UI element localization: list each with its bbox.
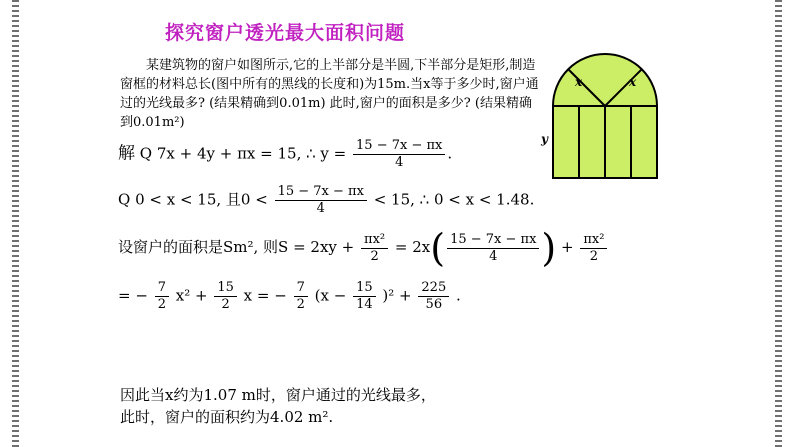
solution-line-4 [118, 280, 461, 313]
line4-fraction-2: $\frac{15}{2}$ [214, 280, 237, 313]
line2-fraction: $\frac{15 - 7x - \pi x}{4}$ [275, 184, 367, 217]
line3-text: 设窗户的面积是Sm², 则S = 2xy + [118, 238, 355, 256]
line4-fraction-4: $\frac{15}{14}$ [353, 280, 376, 313]
line2-text: Q 0 < x < 15, 且0 < [118, 190, 268, 209]
solve-word: 解 [118, 143, 135, 164]
right-frame-edge [775, 0, 782, 447]
conclusion-line-2: 此时，窗户的面积约为4.02 m². [120, 408, 334, 426]
conclusion-line-1: 因此当x约为1.07 m时，窗户通过的光线最多， [120, 386, 436, 404]
line4-b: x² + [175, 286, 208, 305]
line3-plus: + [561, 238, 574, 256]
line3-fraction-b: $\frac{15 - 7x - \pi x}{4}$ [447, 232, 539, 265]
line4-fraction-3: $\frac{7}{2}$ [294, 280, 308, 313]
line4-a: = − [118, 286, 148, 305]
line4-fraction-5: $\frac{225}{56}$ [418, 280, 449, 313]
line4-fraction-1: $\frac{7}{2}$ [155, 280, 169, 313]
line2-post: < 15, ∴ 0 < x < 1.48. [373, 190, 535, 209]
conclusion [120, 384, 436, 428]
line3-fraction-a: $\frac{\text{πx²}}{2}$ [361, 232, 388, 265]
solution-line-3: 设窗户的面积是Sm², 则S = 2xy + $\frac{\text{πx²}}{2}$ = 2x( $\frac{15 - 7x - \pi x}{4}$ ) + $\frac{\text{πx²}}{2}$ [118, 226, 609, 270]
line1-text: Q 7x + 4y + πx = 15, ∴ y = [139, 144, 347, 163]
label-y: y [541, 132, 548, 146]
label-x-right: x [629, 75, 637, 89]
page-title: 探究窗户透光最大面积问题 [165, 22, 406, 44]
window-diagram [545, 48, 665, 183]
solution-line-1: 解 Q 7x + 4y + πx = 15, ∴ y = $\frac{15 - 7x - \pi x}{4}$ . [118, 138, 453, 170]
line3-fraction-c: $\frac{\text{πx²}}{2}$ [580, 232, 607, 265]
problem-text: 某建筑物的窗户如图所示,它的上半部分是半圆,下半部分是矩形,制造窗框的材料总长(图中所有的黑线的长度和)为15m.当x等于多少时,窗户通过的光线最多? (结果精确到0.01m) 此时,窗户的面积是多少? (结果精确到0.01m²) [120, 58, 539, 130]
problem-statement [120, 56, 540, 132]
line1-fraction: $\frac{15 - 7x - \pi x}{4}$ [353, 138, 445, 171]
label-x-left: x [575, 75, 583, 89]
line3-mid: = 2x [394, 238, 431, 256]
line4-d: (x − [314, 286, 347, 305]
solution-line-2 [118, 184, 534, 217]
left-frame-edge [12, 0, 19, 447]
line4-e: )² + [382, 286, 412, 305]
line4-end: . [456, 286, 461, 305]
line4-c: x = − [243, 286, 287, 305]
